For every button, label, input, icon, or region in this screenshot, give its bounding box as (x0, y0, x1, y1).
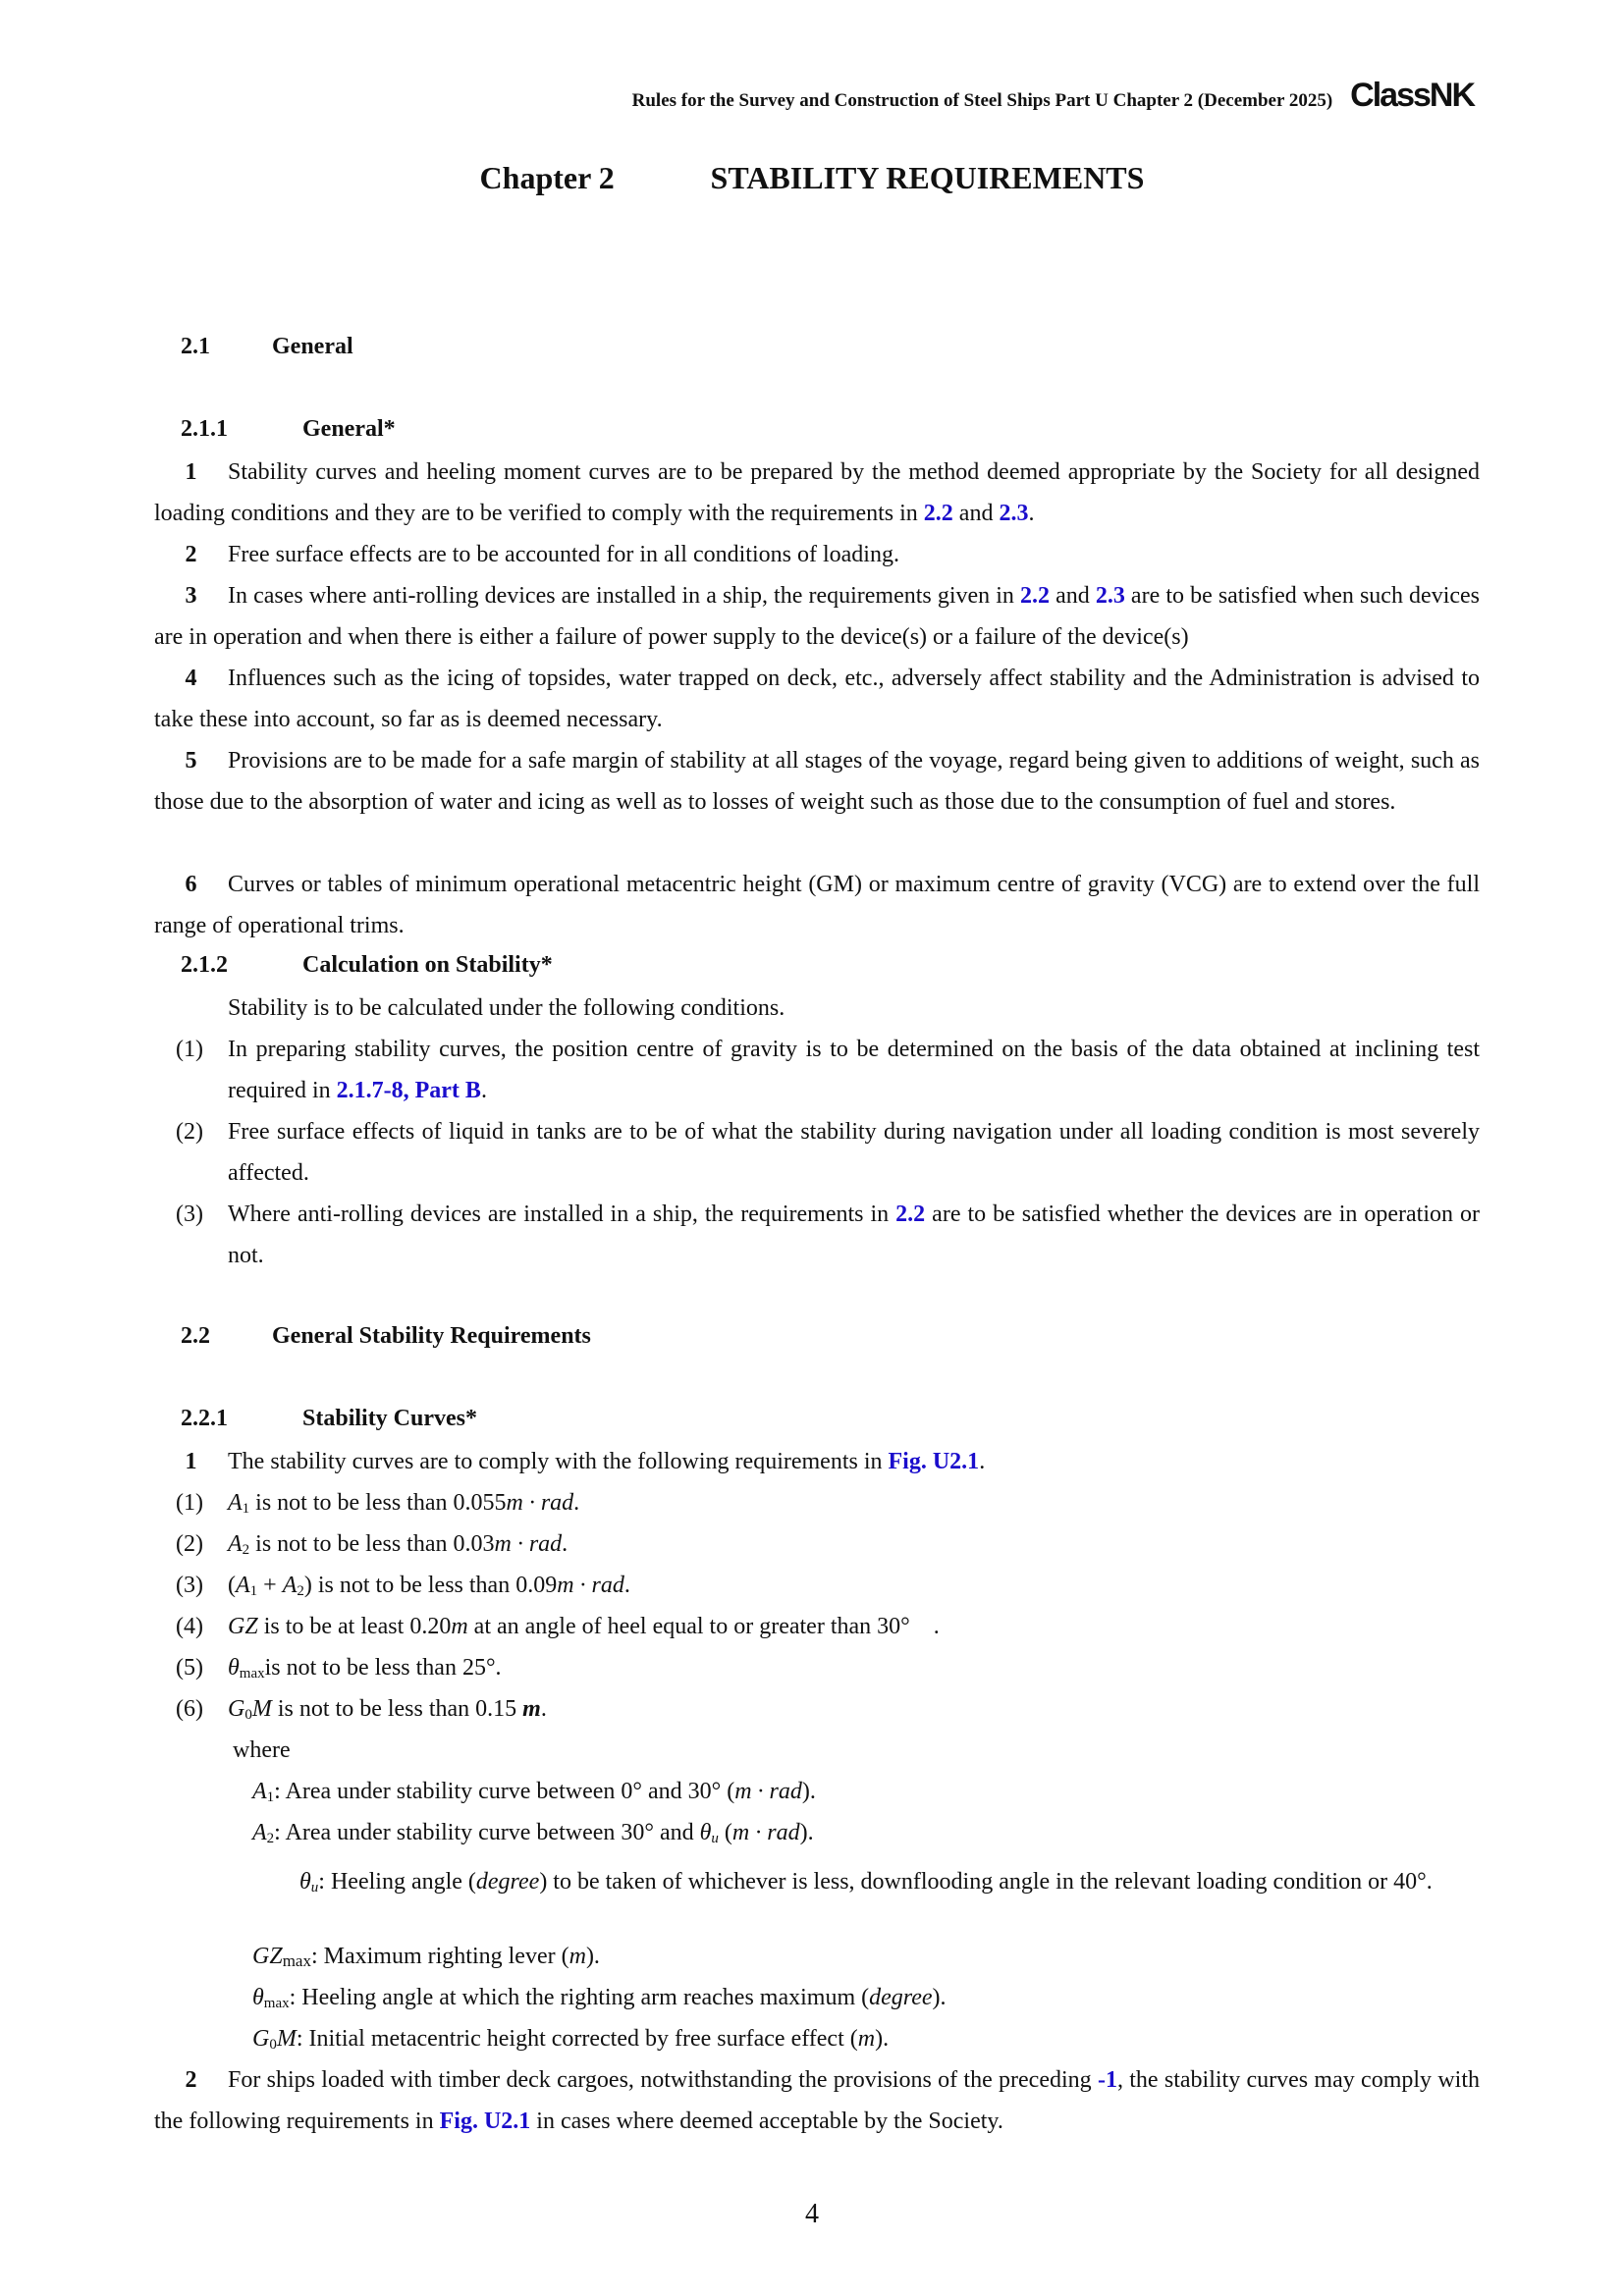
where-label: where (233, 1737, 291, 1763)
item-text: Free surface effects of liquid in tanks are to be of what the stability during navigation under all loading condition is most severely affected. (228, 1119, 1480, 1186)
unit: m (857, 2026, 876, 2052)
item-number: (2) (176, 1119, 203, 1145)
subscript: u (711, 1831, 719, 1846)
unit: m (522, 1696, 541, 1722)
unit: degree (475, 1869, 540, 1895)
symbol: GZ (252, 1944, 283, 1969)
paragraph-2-1-2-intro (154, 988, 1480, 1029)
unit: m · rad (557, 1573, 624, 1598)
item-text: are to be satisfied whether the devices are in operation or not. (228, 1201, 1480, 1268)
subscript: u (310, 1880, 319, 1896)
link-2-2[interactable]: 2.2 (923, 501, 953, 526)
section-title: General* (302, 416, 396, 442)
symbol: θ (299, 1869, 311, 1895)
item-text: . (623, 1573, 630, 1598)
definition-a2 (252, 1820, 1578, 1846)
section-2-1-2-heading (181, 952, 553, 979)
definition-text: : Area under stability curve between 0° and 30° ( (274, 1779, 735, 1804)
paragraph-2-1-1-6 (154, 864, 1480, 946)
definition-text: ). (801, 1779, 816, 1804)
symbol: A (282, 1573, 298, 1598)
definition-theta-max (252, 1985, 1578, 2011)
item-text: . (573, 1490, 580, 1516)
link-minus-1[interactable]: -1 (1097, 2067, 1117, 2093)
paragraph-number: 1 (185, 459, 197, 485)
paragraph-2-1-1-5 (154, 740, 1480, 823)
paragraph-number: 1 (185, 1449, 197, 1474)
definition-theta-u (299, 1861, 1480, 1902)
section-2-2-heading (181, 1323, 591, 1350)
symbol: M (276, 2026, 297, 2052)
paragraph-text: in cases where deemed acceptable by the Society. (530, 2109, 1003, 2134)
unit: m · rad (506, 1490, 574, 1516)
list-item (154, 1194, 1480, 1276)
symbol: GZ (228, 1614, 258, 1639)
item-number: (3) (176, 1573, 203, 1598)
definition-a1 (252, 1779, 1578, 1805)
list-item (154, 1029, 1480, 1111)
item-text: at an angle of heel equal to or greater than 30° . (467, 1614, 940, 1639)
paragraph-text: , the stability curves may comply with the following requirements in (154, 2067, 1481, 2134)
definition-text: : Area under stability curve between 30° and (274, 1820, 700, 1845)
section-title: General (272, 334, 353, 359)
unit: m · rad (731, 1820, 800, 1845)
section-2-2-1-heading (181, 1406, 478, 1432)
item-text: . (480, 1078, 487, 1103)
item-number: (2) (176, 1531, 203, 1557)
item-text: is not to be less than 0.03 (249, 1531, 495, 1557)
definition-text: ). (585, 1944, 600, 1969)
paragraph-text: Stability is to be calculated under the following conditions. (228, 995, 785, 1021)
subscript: 2 (242, 1542, 250, 1558)
paragraph-text: Provisions are to be made for a safe margin of stability at all stages of the voyage, regard being given to additions of weight, such as those due to the absorption of water and icing as well as to losses of weight such as those due to the consumption of fuel and stores. (154, 748, 1480, 815)
item-text: . (562, 1531, 568, 1557)
link-2-3[interactable]: 2.3 (1095, 583, 1125, 609)
paragraph-text: are to be satisfied when such devices are in operation and when there is either a failure of power supply to the device(s) or a failure of the device(s) (154, 583, 1481, 650)
subscript: max (263, 1996, 290, 2011)
paragraph-text: . (979, 1449, 986, 1474)
definition-text: : Heeling angle ( (318, 1869, 476, 1895)
definition-text: ). (799, 1820, 814, 1845)
definition-text: ). (932, 1985, 947, 2010)
definition-text: ) to be taken of whichever is less, downflooding angle in the relevant loading condition or 40°. (539, 1869, 1433, 1895)
item-number: (5) (176, 1655, 203, 1681)
definition-text: : Heeling angle at which the righting arm reaches maximum ( (289, 1985, 870, 2010)
paragraph-number: 3 (185, 583, 197, 609)
subscript: 2 (297, 1583, 304, 1599)
definition-text: : Maximum righting lever ( (310, 1944, 569, 1969)
item-text: ( (228, 1573, 236, 1598)
paragraph-text: and (952, 501, 1000, 526)
symbol: θ (228, 1655, 240, 1681)
paragraph-text: Free surface effects are to be accounted for in all conditions of loading. (228, 542, 899, 567)
link-2-2[interactable]: 2.2 (895, 1201, 926, 1227)
paragraph-number: 4 (185, 666, 197, 691)
requirement-item (154, 1606, 1480, 1647)
item-text: . (540, 1696, 547, 1722)
requirement-item (154, 1523, 1480, 1565)
symbol: A (252, 1820, 267, 1845)
subscript: 1 (242, 1501, 250, 1517)
section-number: 2.1.1 (181, 416, 228, 442)
definition-text: : Initial metacentric height corrected by free surface effect ( (296, 2026, 858, 2052)
item-text: is not to be less than 0.055 (249, 1490, 507, 1516)
section-number: 2.1.2 (181, 952, 228, 978)
section-title: Calculation on Stability* (302, 952, 553, 978)
link-2-1-7-8-part-b[interactable]: 2.1.7-8, Part B (336, 1078, 481, 1103)
definition-text: ). (875, 2026, 890, 2052)
paragraph-2-1-1-3 (154, 575, 1480, 658)
paragraph-2-1-1-4 (154, 658, 1480, 740)
item-number: (6) (176, 1696, 203, 1722)
item-text: is not to be less than 25°. (264, 1655, 502, 1681)
unit: m · rad (494, 1531, 563, 1557)
link-2-3[interactable]: 2.3 (999, 501, 1029, 526)
link-fig-u2-1[interactable]: Fig. U2.1 (439, 2109, 531, 2134)
symbol: G (252, 2026, 270, 2052)
symbol: θ (699, 1820, 712, 1845)
chapter-title: STABILITY REQUIREMENTS (710, 160, 1145, 195)
paragraph-text: Stability curves and heeling moment curves are to be prepared by the method deemed appropriate by the Society for all designed loading conditions and they are to be verified to comply with the requirements in (154, 459, 1480, 526)
requirement-item (154, 1647, 1480, 1688)
section-title: Stability Curves* (302, 1406, 478, 1431)
subscript: max (282, 1951, 311, 1970)
paragraph-number: 2 (185, 2067, 197, 2093)
unit: degree (869, 1985, 933, 2010)
unit: m · rad (734, 1779, 802, 1804)
symbol: M (251, 1696, 272, 1722)
definition-g0m (252, 2026, 1578, 2053)
unit: m (568, 1944, 586, 1969)
item-text: + (257, 1573, 283, 1598)
subscript: 0 (269, 2037, 277, 2053)
item-number: (3) (176, 1201, 203, 1227)
symbol: A (252, 1779, 267, 1804)
item-text: In preparing stability curves, the position centre of gravity is to be determined on the basis of the data obtained at inclining test required in (228, 1037, 1480, 1103)
paragraph-2-1-1-1 (154, 452, 1480, 534)
requirement-item (154, 1565, 1480, 1606)
chapter-heading (0, 160, 1624, 196)
symbol: θ (252, 1985, 264, 2010)
paragraph-text: The stability curves are to comply with the following requirements in (228, 1449, 889, 1474)
unit: m (451, 1614, 468, 1639)
section-2-1-1-heading (181, 416, 396, 443)
paragraph-text: Curves or tables of minimum operational metacentric height (GM) or maximum centre of gravity (VCG) are to extend over the full range of operational trims. (154, 872, 1480, 938)
definition-text: ( (718, 1820, 732, 1845)
link-fig-u2-1[interactable]: Fig. U2.1 (888, 1449, 980, 1474)
paragraph-text: and (1050, 583, 1096, 609)
paragraph-text: For ships loaded with timber deck cargoes, notwithstanding the provisions of the preceding (228, 2067, 1098, 2093)
subscript: max (239, 1666, 265, 1682)
running-header (632, 79, 1474, 112)
subscript: 1 (266, 1789, 275, 1805)
paragraph-text: . (1028, 501, 1035, 526)
paragraph-2-1-1-2 (154, 534, 1480, 575)
item-text: Where anti-rolling devices are installed in a ship, the requirements in (228, 1201, 896, 1227)
item-number: (1) (176, 1037, 203, 1062)
section-number: 2.2 (181, 1323, 210, 1349)
section-number: 2.2.1 (181, 1406, 228, 1431)
symbol: A (236, 1573, 250, 1598)
paragraph-number: 5 (185, 748, 197, 774)
item-number: (4) (176, 1614, 203, 1639)
paragraph-text: Influences such as the icing of topsides, water trapped on deck, etc., adversely affect stability and the Administration is advised to take these into account, so far as is deemed necessary. (154, 666, 1480, 732)
section-2-1-heading (181, 334, 353, 360)
section-title: General Stability Requirements (272, 1323, 591, 1349)
classnk-logo: ClassNK (1350, 77, 1474, 114)
item-number: (1) (176, 1490, 203, 1516)
subscript: 2 (266, 1831, 275, 1846)
page-number: 4 (805, 2199, 819, 2229)
definition-gzmax (252, 1944, 1578, 1970)
subscript: 0 (244, 1707, 252, 1723)
subscript: 1 (249, 1583, 258, 1599)
paragraph-text: In cases where anti-rolling devices are installed in a ship, the requirements given in (228, 583, 1020, 609)
symbol: G (228, 1696, 245, 1722)
running-title: Rules for the Survey and Construction of Steel Ships Part U Chapter 2 (December 2025) (631, 90, 1333, 111)
section-number: 2.1 (181, 334, 210, 359)
requirement-item (154, 1688, 1480, 1730)
paragraph-number: 2 (185, 542, 197, 567)
item-text: ) is not to be less than 0.09 (303, 1573, 558, 1598)
item-text: is not to be less than 0.15 (271, 1696, 523, 1722)
chapter-number: Chapter 2 (479, 160, 615, 195)
paragraph-number: 6 (185, 872, 197, 897)
symbol: A (228, 1531, 243, 1557)
list-item (154, 1111, 1480, 1194)
link-2-2[interactable]: 2.2 (1020, 583, 1050, 609)
paragraph-2-2-1-1 (154, 1441, 1480, 1482)
symbol: A (228, 1490, 243, 1516)
requirement-item (154, 1482, 1480, 1523)
item-text: is to be at least 0.20 (257, 1614, 452, 1639)
paragraph-2-2-1-2 (154, 2059, 1480, 2142)
